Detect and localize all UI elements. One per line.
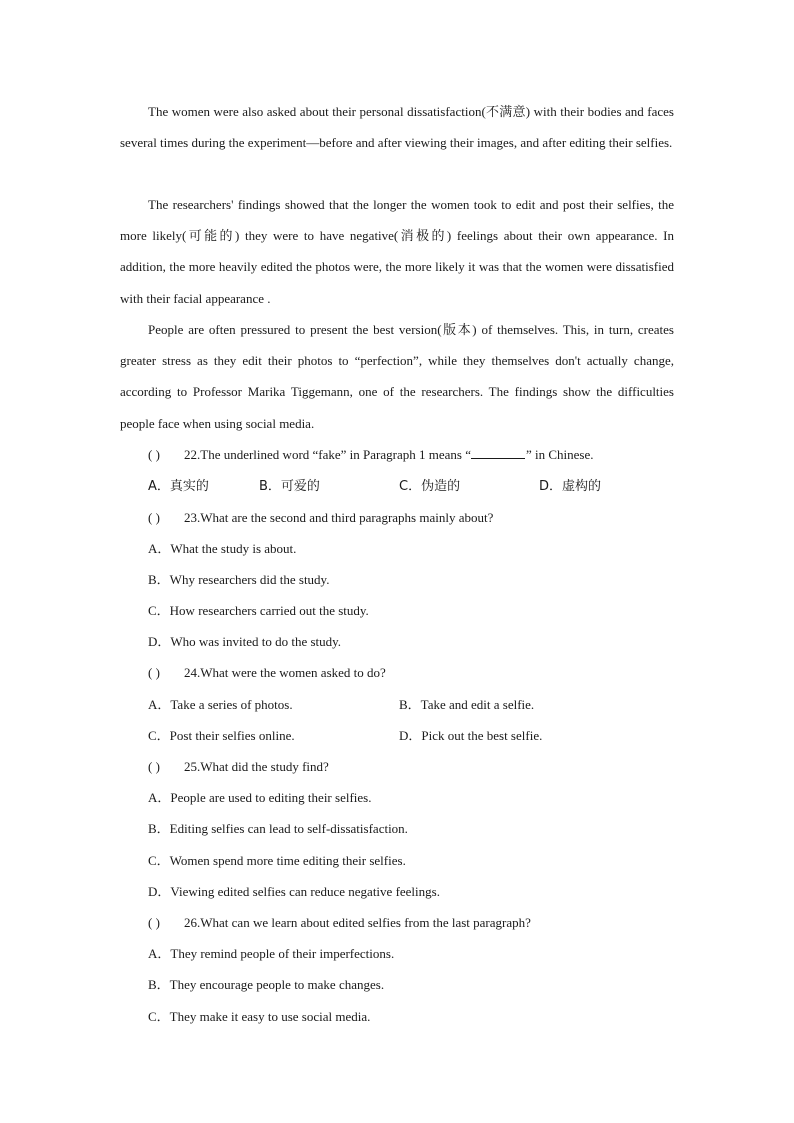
answer-paren[interactable]: ( )	[148, 759, 160, 774]
option-23-b[interactable]: B．Why researchers did the study.	[148, 572, 330, 587]
question-25-stem	[148, 758, 329, 776]
passage-paragraph-2	[120, 189, 674, 314]
passage-paragraph-3	[120, 314, 674, 439]
question-26-stem	[148, 914, 531, 932]
option-24-d[interactable]: D．Pick out the best selfie.	[399, 728, 543, 743]
option-22-c[interactable]: C．伪造的	[399, 479, 461, 494]
answer-paren[interactable]: ( )	[148, 915, 160, 930]
option-23-d[interactable]: D．Who was invited to do the study.	[148, 634, 342, 649]
question-22-text-after: ” in Chinese.	[525, 447, 594, 462]
question-23-text: 23.What are the second and third paragraphs mainly about?	[184, 510, 494, 525]
question-24-text: 24.What were the women asked to do?	[184, 665, 386, 680]
option-26-c[interactable]: C．They make it easy to use social media.	[148, 1009, 371, 1024]
option-22-a[interactable]: A．真实的	[148, 479, 209, 494]
question-22-stem	[148, 446, 594, 464]
option-26-a[interactable]: A．They remind people of their imperfections.	[148, 946, 395, 961]
option-25-d[interactable]: D．Viewing edited selfies can reduce negative feelings.	[148, 884, 440, 899]
question-22-text-before: 22.The underlined word “fake” in Paragraph 1 means “	[184, 447, 471, 462]
passage-paragraph-3-text: People are often pressured to present the best version(版本) of themselves. This, in turn, creates greater stress as they edit their photos to “perfection”, while they themselves don't actually change, according to Professor Marika Tiggemann, one of the researchers. The findings show the difficulties people face when using social media.	[120, 322, 674, 431]
option-22-d[interactable]: D．虚构的	[539, 479, 602, 494]
passage-paragraph-1	[120, 96, 674, 158]
option-26-b[interactable]: B．They encourage people to make changes.	[148, 977, 385, 992]
question-24-stem	[148, 664, 386, 682]
option-24-b[interactable]: B．Take and edit a selfie.	[399, 697, 535, 712]
answer-paren[interactable]: ( )	[148, 665, 160, 680]
answer-paren[interactable]: ( )	[148, 447, 160, 462]
option-25-c[interactable]: C．Women spend more time editing their selfies.	[148, 853, 406, 868]
answer-blank[interactable]	[471, 446, 525, 459]
option-22-b[interactable]: B．可爱的	[259, 479, 320, 494]
option-25-a[interactable]: A．People are used to editing their selfies.	[148, 790, 372, 805]
answer-paren[interactable]: ( )	[148, 510, 160, 525]
question-26-text: 26.What can we learn about edited selfies from the last paragraph?	[184, 915, 531, 930]
question-25-text: 25.What did the study find?	[184, 759, 329, 774]
passage-paragraph-1-text: The women were also asked about their personal dissatisfaction(不满意) with their bodies and faces several times during the experiment—before and after viewing their images, and after editing their selfies.	[120, 104, 674, 151]
option-24-c[interactable]: C．Post their selfies online.	[148, 728, 295, 743]
passage-paragraph-2-text: The researchers' findings showed that the longer the women took to edit and post their selfies, the more likely(可能的) they were to have negative(消极的) feelings about their own appearance. In addition, the more heavily edited the photos were, the more likely it was that the women were dissatisfied with their facial appearance .	[120, 197, 674, 306]
question-23-stem	[148, 509, 493, 527]
option-23-a[interactable]: A．What the study is about.	[148, 541, 297, 556]
option-23-c[interactable]: C．How researchers carried out the study.	[148, 603, 369, 618]
option-25-b[interactable]: B．Editing selfies can lead to self-dissatisfaction.	[148, 821, 408, 836]
option-24-a[interactable]: A．Take a series of photos.	[148, 697, 293, 712]
